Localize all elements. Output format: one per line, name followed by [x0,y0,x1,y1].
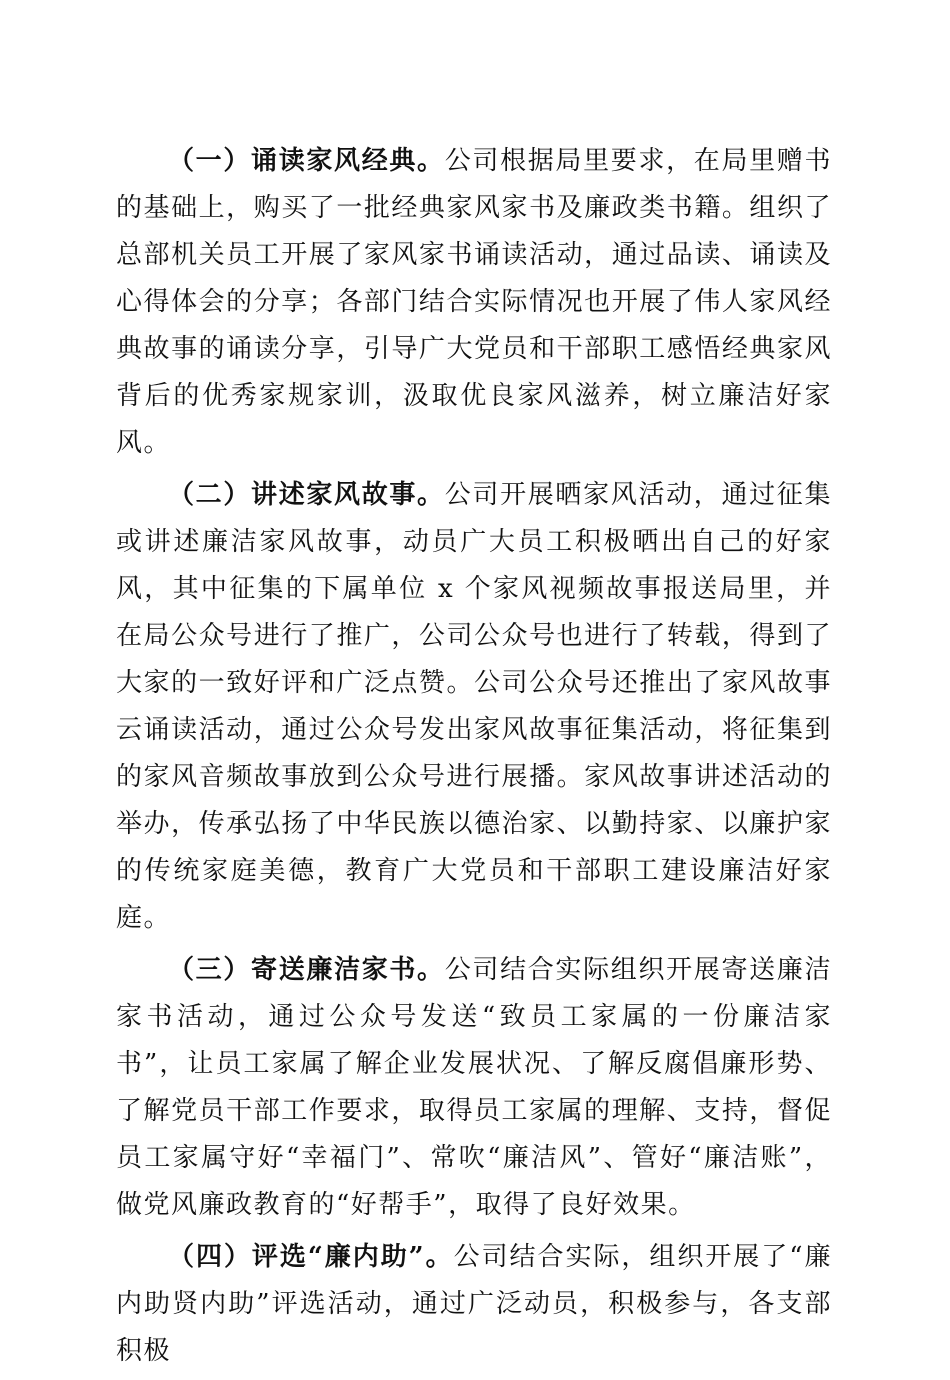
paragraph-2 [116,472,832,942]
paragraph-3 [116,947,832,1229]
paragraph-2-heading: （二）讲述家风故事。 [168,480,445,510]
paragraph-3-text: 公司结合实际组织开展寄送廉洁家书活动，通过公众号发送“致员工家属的一份廉洁家书”，让员工家属了解企业发展状况、了解反腐倡廉形势、了解党员干部工作要求，取得员工家属的理解、支持，督促员工家属守好“幸福门”、常吹“廉洁风”、管好“廉洁账”，做党风廉政教育的“好帮手”，取得了良好效果。 [116,955,832,1220]
document-body [116,138,832,1380]
paragraph-4-heading: （四）评选“廉内助”。 [168,1242,454,1272]
paragraph-3-heading: （三）寄送廉洁家书。 [168,955,445,985]
paragraph-1 [116,138,832,467]
paragraph-4-text: 公司结合实际，组织开展了“廉内助贤内助”评选活动，通过广泛动员，积极参与，各支部积极 [116,1242,832,1366]
paragraph-1-text: 公司根据局里要求，在局里赠书的基础上，购买了一批经典家风家书及廉政类书籍。组织了总部机关员工开展了家风家书诵读活动，通过品读、诵读及心得体会的分享；各部门结合实际情况也开展了伟人家风经典故事的诵读分享，引导广大党员和干部职工感悟经典家风背后的优秀家规家训，汲取优良家风滋养，树立廉洁好家风。 [116,146,832,458]
paragraph-4 [116,1234,832,1375]
paragraph-1-heading: （一）诵读家风经典。 [168,146,445,176]
paragraph-2-text: 公司开展晒家风活动，通过征集或讲述廉洁家风故事，动员广大员工积极晒出自己的好家风，其中征集的下属单位 x 个家风视频故事报送局里，并在局公众号进行了推广，公司公众号也进行了转载，得到了大家的一致好评和广泛点赞。公司公众号还推出了家风故事云诵读活动，通过公众号发出家风故事征集活动，将征集到的家风音频故事放到公众号进行展播。家风故事讲述活动的举办，传承弘扬了中华民族以德治家、以勤持家、以廉护家的传统家庭美德，教育广大党员和干部职工建设廉洁好家庭。 [116,480,832,933]
